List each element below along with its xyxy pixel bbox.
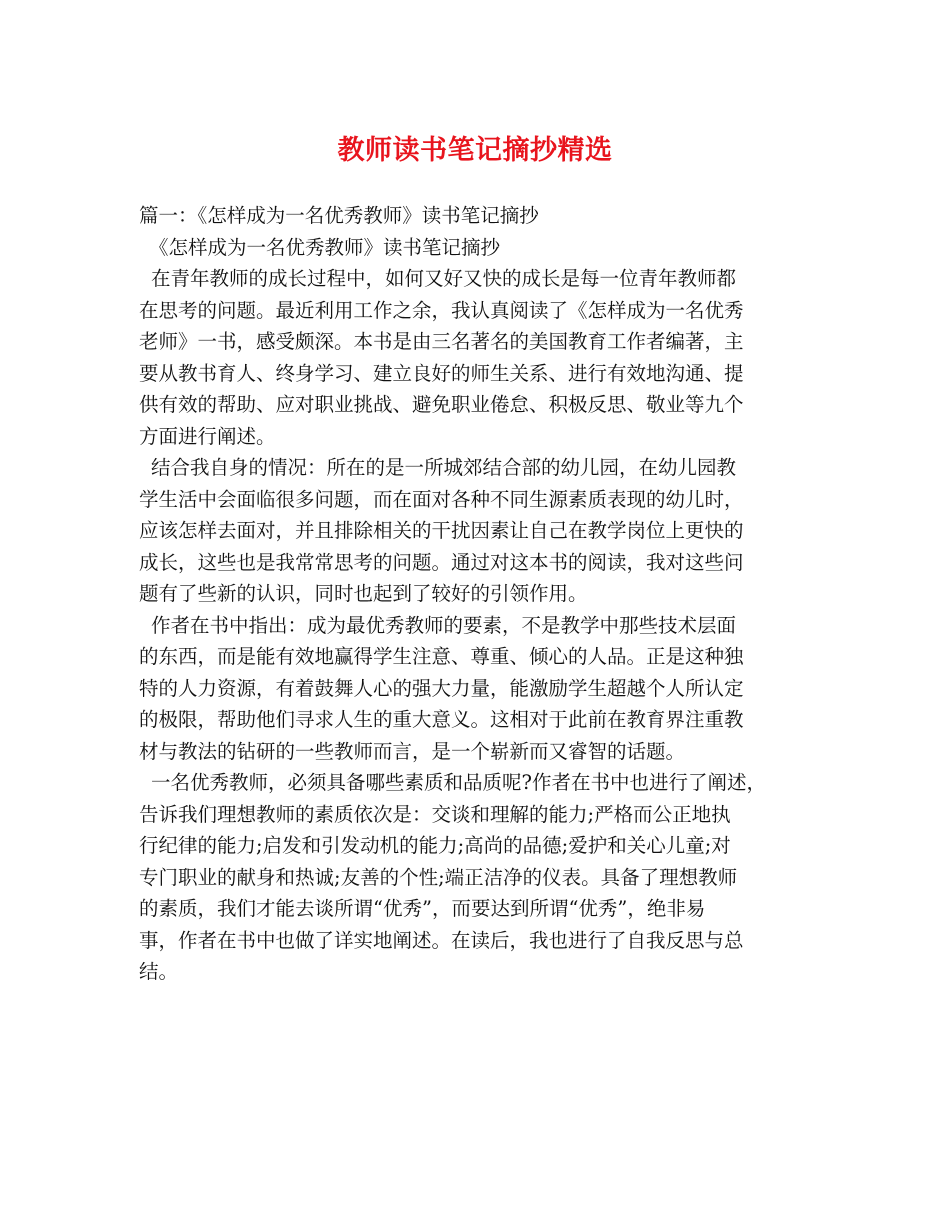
paragraph-line: 方面进行阐述。 xyxy=(139,424,276,448)
document-body xyxy=(139,200,819,988)
paragraph-line: 在思考的问题。最近利用工作之余，我认真阅读了《怎样成为一名优秀 xyxy=(139,298,744,322)
section-heading: 篇一：《怎样成为一名优秀教师》读书笔记摘抄 xyxy=(139,204,539,227)
paragraph-line: 一名优秀教师，必须具备哪些素质和品质呢?作者在书中也进行了阐述， xyxy=(151,771,766,794)
paragraph-line: 应该怎样去面对，并且排除相关的干扰因素让自己在教学岗位上更快的 xyxy=(139,519,744,542)
paragraph-line: 的极限，帮助他们寻求人生的重大意义。这相对于此前在教育界注重教 xyxy=(139,708,744,731)
subsection-heading: 《怎样成为一名优秀教师》读书笔记摘抄 xyxy=(149,235,501,259)
paragraph-line: 行纪律的能力;启发和引发动机的能力;高尚的品德;爱护和关心儿童;对 xyxy=(139,834,731,857)
paragraph-line: 结合我自身的情况：所在的是一所城郊结合部的幼儿园，在幼儿园教 xyxy=(151,456,737,479)
paragraph-line: 题有了些新的认识，同时也起到了较好的引领作用。 xyxy=(139,582,588,605)
paragraph-line: 作者在书中指出：成为最优秀教师的要素，不是教学中那些技术层面 xyxy=(151,613,737,637)
paragraph-line: 老师》一书，感受颇深。本书是由三名著名的美国教育工作者编著，主 xyxy=(139,330,744,353)
paragraph-line: 学生活中会面临很多问题，而在面对各种不同生源素质表现的幼儿时， xyxy=(139,487,744,511)
paragraph-line: 材与教法的钻研的一些教师而言，是一个崭新而又睿智的话题。 xyxy=(139,739,686,763)
paragraph-line: 特的人力资源，有着鼓舞人心的强大力量，能激励学生超越个人所认定 xyxy=(139,676,744,700)
paragraph-line: 的东西，而是能有效地赢得学生注意、尊重、倾心的人品。正是这种独 xyxy=(139,645,744,668)
paragraph-line: 成长，这些也是我常常思考的问题。通过对这本书的阅读，我对这些问 xyxy=(139,550,744,574)
paragraph-line: 的素质，我们才能去谈所谓“优秀”，而要达到所谓“优秀”，绝非易 xyxy=(139,897,706,920)
paragraph-line: 在青年教师的成长过程中，如何又好又快的成长是每一位青年教师都 xyxy=(151,267,737,290)
paragraph-line: 事，作者在书中也做了详实地阐述。在读后，我也进行了自我反思与总 xyxy=(139,928,744,952)
paragraph-line: 专门职业的献身和热诚;友善的个性;端正洁净的仪表。具备了理想教师 xyxy=(139,865,738,889)
paragraph-line: 结。 xyxy=(139,960,179,983)
paragraph-line: 告诉我们理想教师的素质依次是：交谈和理解的能力;严格而公正地执 xyxy=(139,802,731,826)
paragraph-line: 供有效的帮助、应对职业挑战、避免职业倦怠、积极反思、敬业等九个 xyxy=(139,393,744,416)
document-title: 教师读书笔记摘抄精选 xyxy=(337,135,613,166)
paragraph-line: 要从教书育人、终身学习、建立良好的师生关系、进行有效地沟通、提 xyxy=(139,361,744,385)
